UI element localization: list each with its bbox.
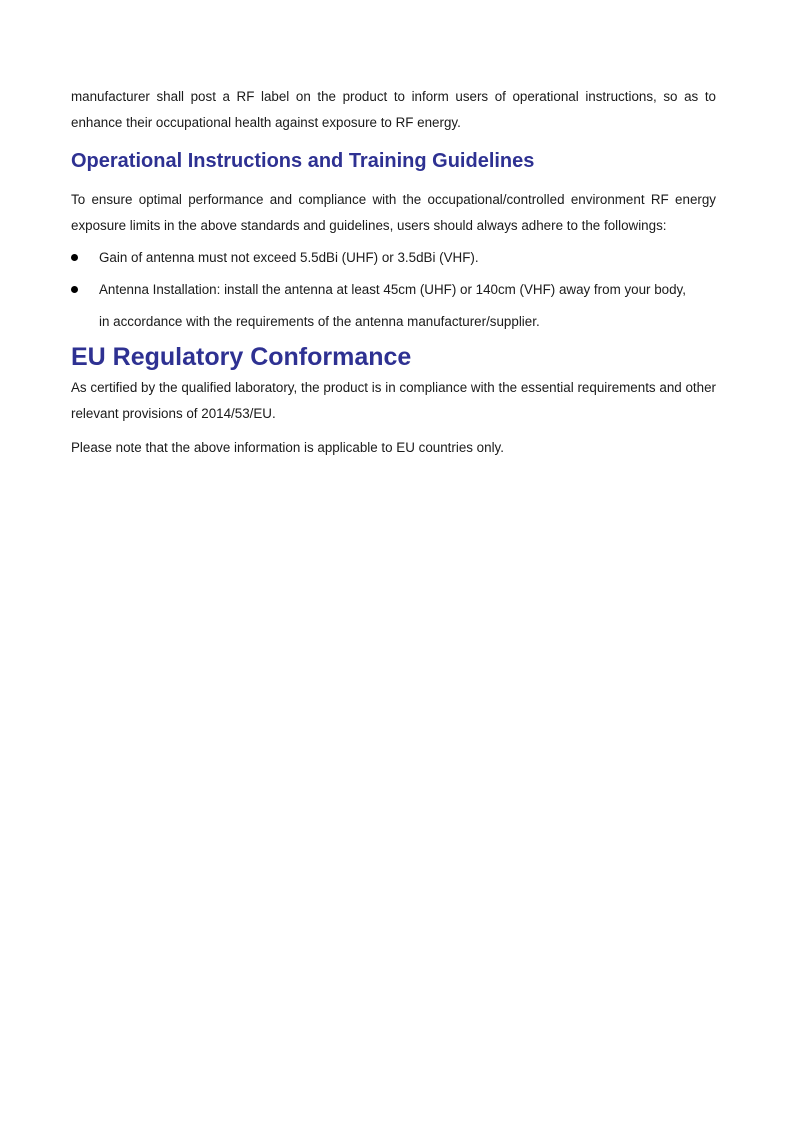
eu-compliance-paragraph: As certified by the qualified laboratory, the product is in compliance with the essential requirements and other relevant provisions of 2014/53/EU. [71,380,716,421]
eu-regulatory-heading: EU Regulatory Conformance [71,343,412,371]
bullet-text: Antenna Installation: install the antenna at least 45cm (UHF) or 140cm (VHF) away from your body, [99,282,686,297]
intro-paragraph: manufacturer shall post a RF label on the product to inform users of operational instructions, so as to enhance their occupational health against exposure to RF energy. [71,89,716,130]
bullet-text-continuation: in accordance with the requirements of the antenna manufacturer/supplier. [99,314,540,329]
bullet-dot-icon [71,254,78,261]
operational-bullet-list [71,245,716,335]
operational-instructions-heading: Operational Instructions and Training Guidelines [71,150,535,172]
bullet-item-antenna-gain [71,245,716,271]
bullet-item-antenna-installation [71,277,716,335]
bullet-dot-icon [71,286,78,293]
operational-instructions-paragraph: To ensure optimal performance and compliance with the occupational/controlled environment RF energy exposure limits in the above standards and guidelines, users should always adhere to the followings: [71,192,716,233]
eu-note-paragraph: Please note that the above information is applicable to EU countries only. [71,440,504,455]
bullet-text: Gain of antenna must not exceed 5.5dBi (UHF) or 3.5dBi (VHF). [99,250,479,265]
document-page [71,84,716,469]
